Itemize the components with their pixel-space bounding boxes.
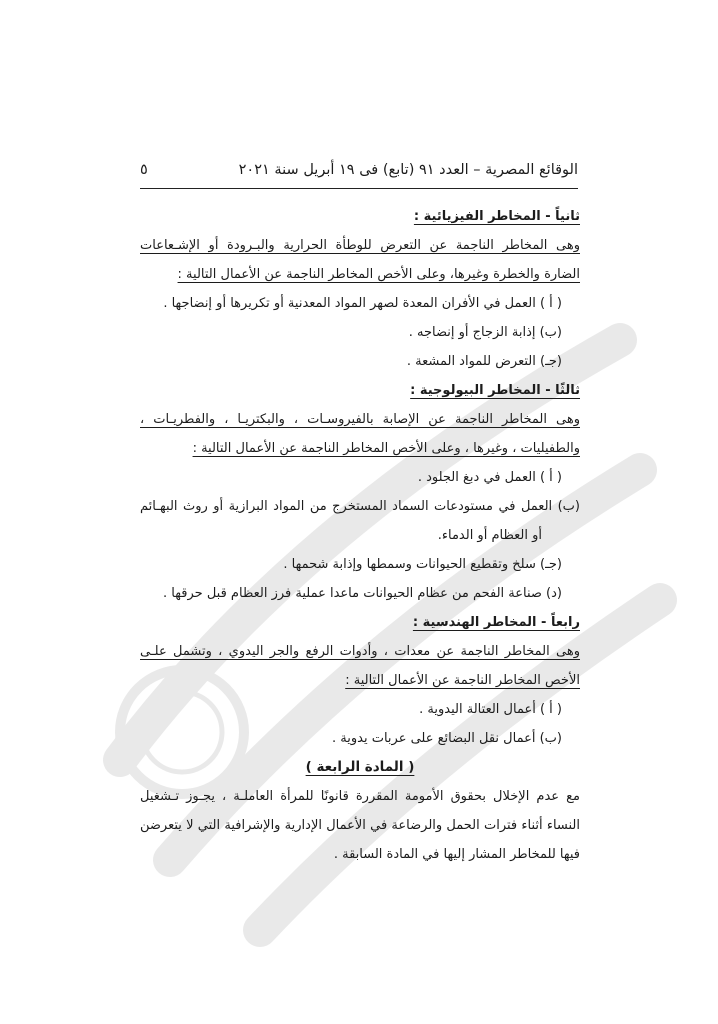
page-number: ٥ [140,162,148,178]
physical-item-a: ( أ ) العمل في الأفران المعدة لصهر المواد المعدنية أو تكريرها أو إنضاجها . [163,296,562,311]
document-body [140,202,580,869]
article-line-3: فيها للمخاطر المشار إليها في المادة السابقة . [333,847,580,862]
engineering-item-b: (ب) أعمال نقل البضائع على عربات يدوية . [332,731,562,746]
page-header [140,152,578,189]
article-line-1: مع عدم الإخلال بحقوق الأمومة المقررة قانونًا للمرأة العاملـة ، يجـوز تـشغيل [140,789,580,804]
header-title: الوقائع المصرية – العدد ٩١ (تابع) فى ١٩ أبريل سنة ٢٠٢١ [238,162,578,178]
engineering-intro-line-1: وهى المخاطر الناجمة عن معدات ، وأدوات الرفع والجر اليدوي ، وتشمل علـى [140,644,580,659]
physical-intro-line-1: وهى المخاطر الناجمة عن التعرض للوطأة الحرارية والبـرودة أو الإشـعاعات [140,238,580,253]
article-line-2: النساء أثناء فترات الحمل والرضاعة في الأعمال الإدارية والإشرافية التي لا يتعرضن [140,818,580,833]
biological-item-a: ( أ ) العمل في دبغ الجلود . [417,470,562,485]
physical-item-c: (جـ) التعرض للمواد المشعة . [406,354,562,369]
engineering-item-a: ( أ ) أعمال العتالة اليدوية . [419,702,562,717]
biological-intro-line-2: والطفيليات ، وغيرها ، وعلى الأخص المخاطر الناجمة عن الأعمال التالية : [192,441,580,456]
section-heading-physical: ثانياً - المخاطر الفيزيائية : [413,209,580,224]
engineering-intro-line-2: الأخص المخاطر الناجمة عن الأعمال التالية : [345,673,580,688]
physical-item-b: (ب) إذابة الزجاج أو إنضاجه . [408,325,562,340]
section-heading-biological: ثالثًا - المخاطر البيولوجية : [410,383,580,398]
biological-intro-line-1: وهى المخاطر الناجمة عن الإصابة بالفيروسـات ، والبكتريـا ، والفطريـات ، [140,412,580,427]
section-heading-engineering: رابعاً - المخاطر الهندسية : [412,615,580,630]
biological-item-d: (د) صناعة الفحم من عظام الحيوانات ماعدا عملية فرز العظام قبل حرقها . [163,586,562,601]
biological-item-c: (جـ) سلخ وتقطيع الحيوانات وسمطها وإذابة شحمها . [283,557,562,572]
biological-item-b-cont: أو العظام أو الدماء. [437,528,542,543]
article-title: ( المادة الرابعة ) [305,759,415,775]
biological-item-b: (ب) العمل في مستودعات السماد المستخرج من المواد البرازية أو روث البهـائم [140,499,580,514]
physical-intro-line-2: الضارة والخطرة وغيرها، وعلى الأخص المخاطر الناجمة عن الأعمال التالية : [177,267,580,282]
